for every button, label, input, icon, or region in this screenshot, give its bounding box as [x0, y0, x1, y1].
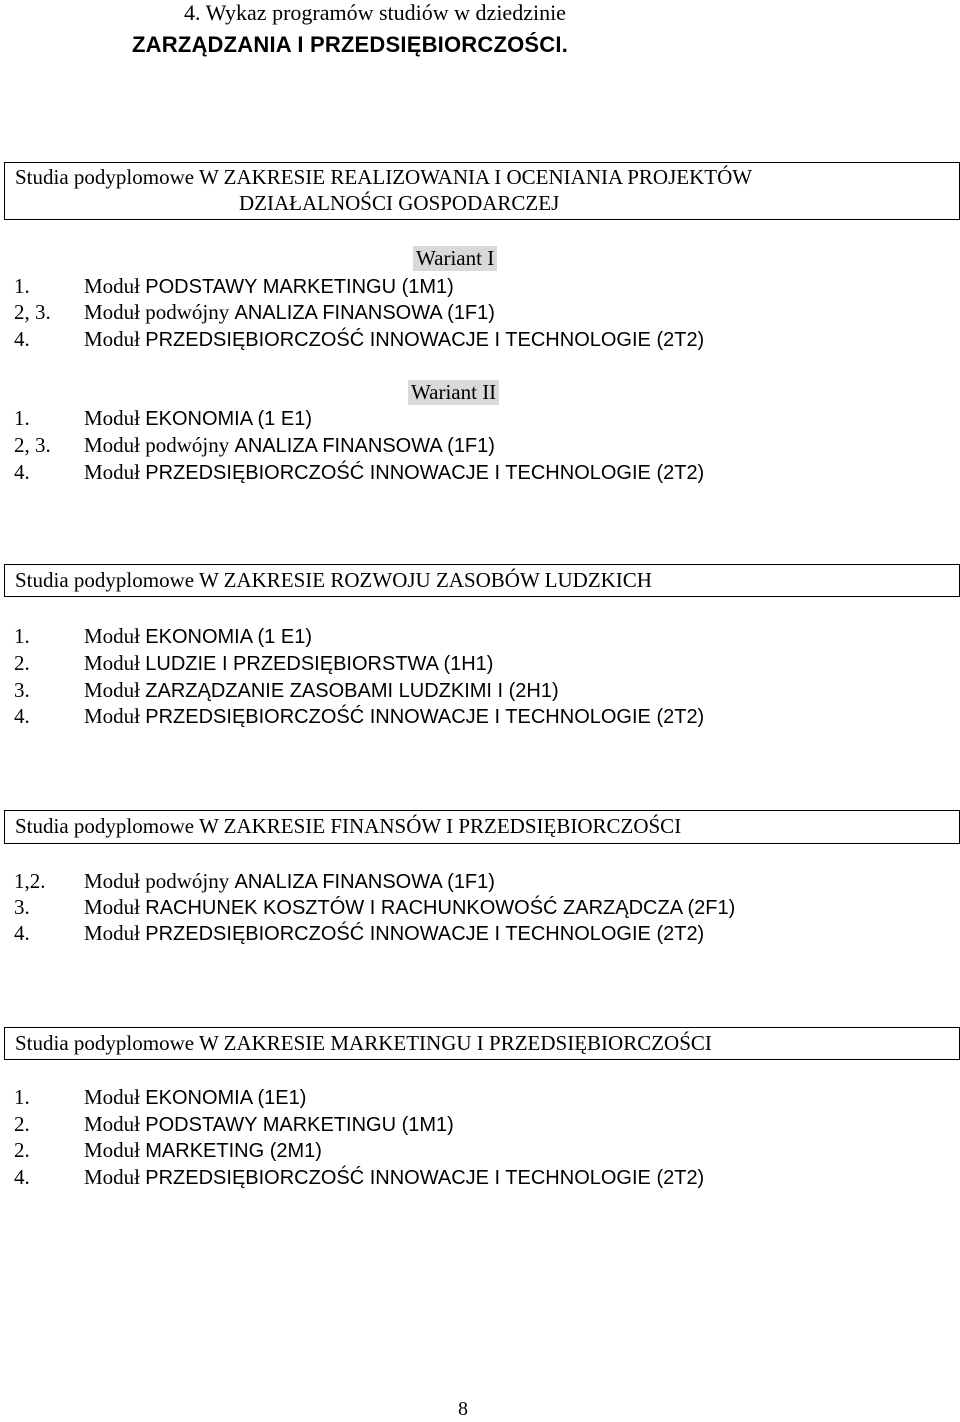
- list-item: 1. Moduł EKONOMIA (1 E1): [14, 624, 312, 648]
- section-title-box-projects: [4, 162, 960, 220]
- list-item: 1,2. Moduł podwójny ANALIZA FINANSOWA (1F1): [14, 869, 495, 893]
- list-item: 2. Moduł PODSTAWY MARKETINGU (1M1): [14, 1112, 454, 1136]
- section-title-line1: Studia podyplomowe W ZAKRESIE FINANSÓW I PRZEDSIĘBIORCZOŚCI: [15, 814, 682, 838]
- list-item: 1. Moduł EKONOMIA (1 E1): [14, 406, 312, 430]
- list-item: 1. Moduł PODSTAWY MARKETINGU (1M1): [14, 274, 454, 298]
- list-item: 3. Moduł ZARZĄDZANIE ZASOBAMI LUDZKIMI I (2H1): [14, 678, 559, 702]
- section-title-line1: Studia podyplomowe W ZAKRESIE REALIZOWANIA I OCENIANIA PROJEKTÓW: [15, 165, 753, 189]
- document-heading: 4. Wykaz programów studiów w dziedzinie: [184, 0, 566, 25]
- list-item: 4. Moduł PRZEDSIĘBIORCZOŚĆ INNOWACJE I TECHNOLOGIE (2T2): [14, 460, 705, 484]
- list-item: 4. Moduł PRZEDSIĘBIORCZOŚĆ INNOWACJE I TECHNOLOGIE (2T2): [14, 704, 705, 728]
- list-item: 2, 3. Moduł podwójny ANALIZA FINANSOWA (1F1): [14, 300, 495, 324]
- section-title-line1: Studia podyplomowe W ZAKRESIE MARKETINGU I PRZEDSIĘBIORCZOŚCI: [15, 1031, 712, 1055]
- list-item: 2. Moduł MARKETING (2M1): [14, 1138, 322, 1162]
- list-item: 2, 3. Moduł podwójny ANALIZA FINANSOWA (1F1): [14, 433, 495, 457]
- list-item: 4. Moduł PRZEDSIĘBIORCZOŚĆ INNOWACJE I TECHNOLOGIE (2T2): [14, 327, 705, 351]
- list-item: 1. Moduł EKONOMIA (1E1): [14, 1085, 307, 1109]
- page-number: 8: [458, 1398, 468, 1420]
- section-title-box-human-resources: [4, 564, 960, 597]
- list-item: 4. Moduł PRZEDSIĘBIORCZOŚĆ INNOWACJE I TECHNOLOGIE (2T2): [14, 921, 705, 945]
- section-title-box-marketing: [4, 1027, 960, 1060]
- variant-label-1: Wariant I: [413, 246, 497, 271]
- section-title-line1: Studia podyplomowe W ZAKRESIE ROZWOJU ZASOBÓW LUDZKICH: [15, 568, 652, 592]
- section-title-line2: DZIAŁALNOŚCI GOSPODARCZEJ: [239, 191, 560, 215]
- list-item: 3. Moduł RACHUNEK KOSZTÓW I RACHUNKOWOŚĆ ZARZĄDCZA (2F1): [14, 895, 736, 919]
- list-item: 4. Moduł PRZEDSIĘBIORCZOŚĆ INNOWACJE I TECHNOLOGIE (2T2): [14, 1165, 705, 1189]
- document-heading-domain: ZARZĄDZANIA I PRZEDSIĘBIORCZOŚCI.: [132, 32, 569, 57]
- list-item: 2. Moduł LUDZIE I PRZEDSIĘBIORSTWA (1H1): [14, 651, 494, 675]
- section-title-box-finance: [4, 810, 960, 844]
- variant-label-2: Wariant II: [408, 380, 499, 405]
